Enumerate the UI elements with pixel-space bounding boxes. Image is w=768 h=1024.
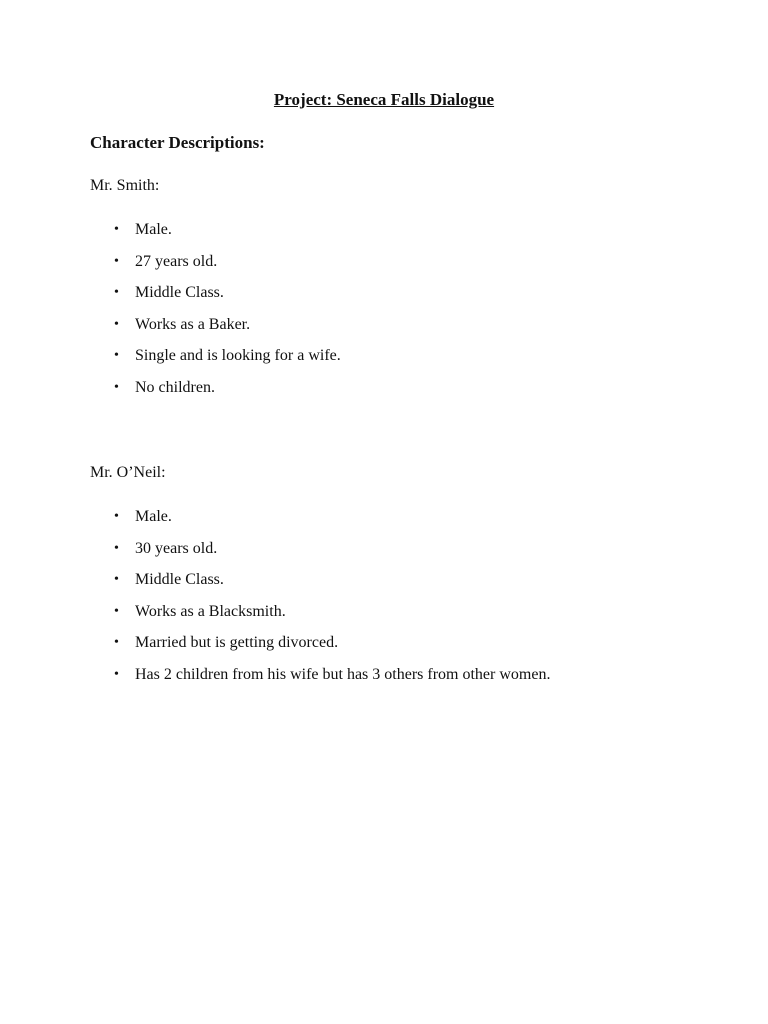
bullet-icon: • xyxy=(114,379,119,395)
list-item xyxy=(90,601,550,633)
trait-text: Male. xyxy=(135,221,172,238)
character-name: Mr. Smith: xyxy=(90,177,160,194)
trait-text: Male. xyxy=(135,508,172,525)
bullet-icon: • xyxy=(114,540,119,556)
bullet-icon: • xyxy=(114,635,119,650)
list-item xyxy=(90,569,550,601)
list-item xyxy=(90,219,341,251)
trait-text: Middle Class. xyxy=(135,571,224,588)
bullet-icon: • xyxy=(114,348,119,363)
bullet-icon: • xyxy=(114,285,119,300)
bullet-icon: • xyxy=(114,572,119,587)
section-heading: Character Descriptions: xyxy=(90,133,265,152)
trait-text: 30 years old. xyxy=(135,539,218,557)
trait-text: 27 years old. xyxy=(135,252,218,270)
trait-text: No children. xyxy=(135,378,215,396)
bullet-icon: • xyxy=(114,666,119,682)
list-item xyxy=(90,314,341,346)
trait-text: Works as a Blacksmith. xyxy=(135,602,286,620)
trait-list xyxy=(90,219,341,408)
list-item xyxy=(90,251,341,283)
character-name: Mr. O’Neil: xyxy=(90,464,166,481)
bullet-icon: • xyxy=(114,316,119,332)
trait-text: Single and is looking for a wife. xyxy=(135,347,341,364)
bullet-icon: • xyxy=(114,222,119,237)
list-item xyxy=(90,377,341,409)
list-item xyxy=(90,282,341,314)
bullet-icon: • xyxy=(114,253,119,269)
list-item xyxy=(90,632,550,664)
bullet-icon: • xyxy=(114,509,119,524)
list-item xyxy=(90,345,341,377)
list-item xyxy=(90,506,550,538)
trait-list xyxy=(90,506,550,695)
list-item xyxy=(90,664,550,696)
trait-text: Has 2 children from his wife but has 3 others from other women. xyxy=(135,665,551,683)
bullet-icon: • xyxy=(114,603,119,619)
trait-text: Works as a Baker. xyxy=(135,315,251,333)
trait-text: Middle Class. xyxy=(135,284,224,301)
trait-text: Married but is getting divorced. xyxy=(135,634,339,651)
document-title: Project: Seneca Falls Dialogue xyxy=(273,90,495,109)
list-item xyxy=(90,538,550,570)
